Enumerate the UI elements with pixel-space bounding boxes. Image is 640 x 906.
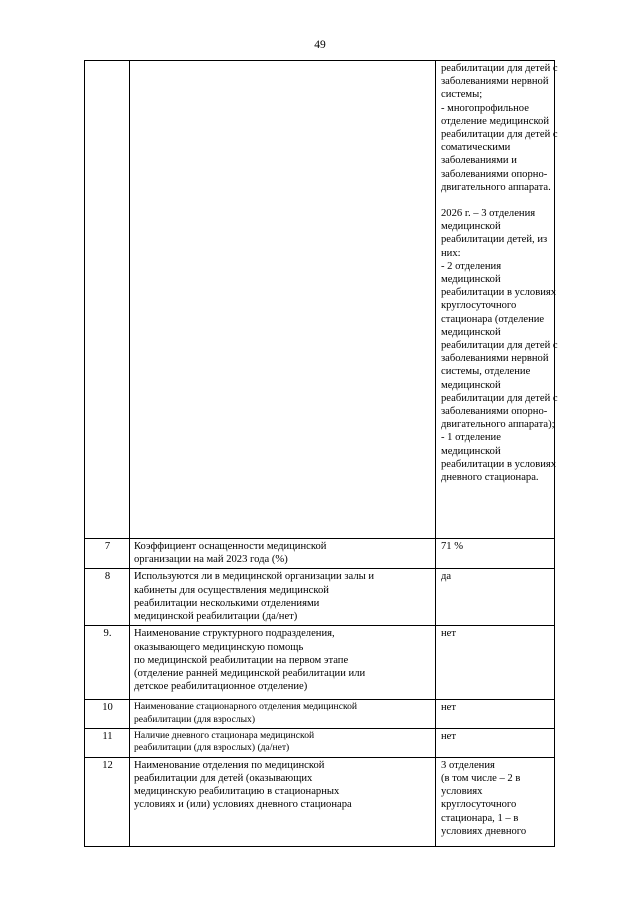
row-number: 9.: [85, 626, 130, 700]
table-row: [85, 626, 555, 700]
table-row: [85, 700, 555, 728]
page-number: 49: [314, 39, 326, 51]
row-number: [85, 61, 130, 539]
table-row: [85, 728, 555, 757]
row-description: Наименование стационарного отделения медицинской реабилитации (для взрослых): [130, 700, 436, 728]
table-row: [85, 569, 555, 626]
table-row: [85, 61, 555, 539]
row-description: [130, 61, 436, 539]
row-value: нет: [436, 728, 555, 757]
table-row: [85, 539, 555, 569]
row-description: Используются ли в медицинской организации залы и кабинеты для осуществления медицинской реабилитации несколькими отделениями медицинской реабилитации (да/нет): [130, 569, 436, 626]
row-description: Наименование отделения по медицинской реабилитации для детей (оказывающих медицинскую реабилитацию в стационарных условиях и (или) условиях дневного стационара: [130, 757, 436, 846]
row-description: Наименование структурного подразделения, оказывающего медицинскую помощь по медицинской реабилитации на первом этапе (отделение ранней медицинской реабилитации или детское реабилитационное отделение): [130, 626, 436, 700]
row-number: 8: [85, 569, 130, 626]
row-description: Наличие дневного стационара медицинской реабилитации (для взрослых) (да/нет): [130, 728, 436, 757]
row-number: 11: [85, 728, 130, 757]
row-description: Коэффициент оснащенности медицинской организации на май 2023 года (%): [130, 539, 436, 569]
row-number: 7: [85, 539, 130, 569]
row-value: 3 отделения (в том числе – 2 в условиях круглосуточного стационара, 1 – в условиях дневного: [436, 757, 555, 846]
row-number: 10: [85, 700, 130, 728]
row-value: да: [436, 569, 555, 626]
table-row: [85, 757, 555, 846]
row-value: реабилитации для детей с заболеваниями нервной системы; - многопрофильное отделение медицинской реабилитации для детей с соматическими заболеваниями и заболеваниями опорно- двигательного аппарата. 2026 г. – 3 отделения медицинской реабилитации детей, из них: - 2 отделения медицинской реабилитации в условиях круглосуточного стационара (отделение медицинской реабилитации для детей с заболеваниями нервной системы, отделение медицинской реабилитации для детей с заболеваниями опорно- двигательного аппарата); - 1 отделение медицинской реабилитации в условиях дневного стационара.: [436, 61, 555, 539]
data-table: [84, 60, 558, 847]
row-value: 71 %: [436, 539, 555, 569]
row-number: 12: [85, 757, 130, 846]
row-value: нет: [436, 626, 555, 700]
row-value: нет: [436, 700, 555, 728]
